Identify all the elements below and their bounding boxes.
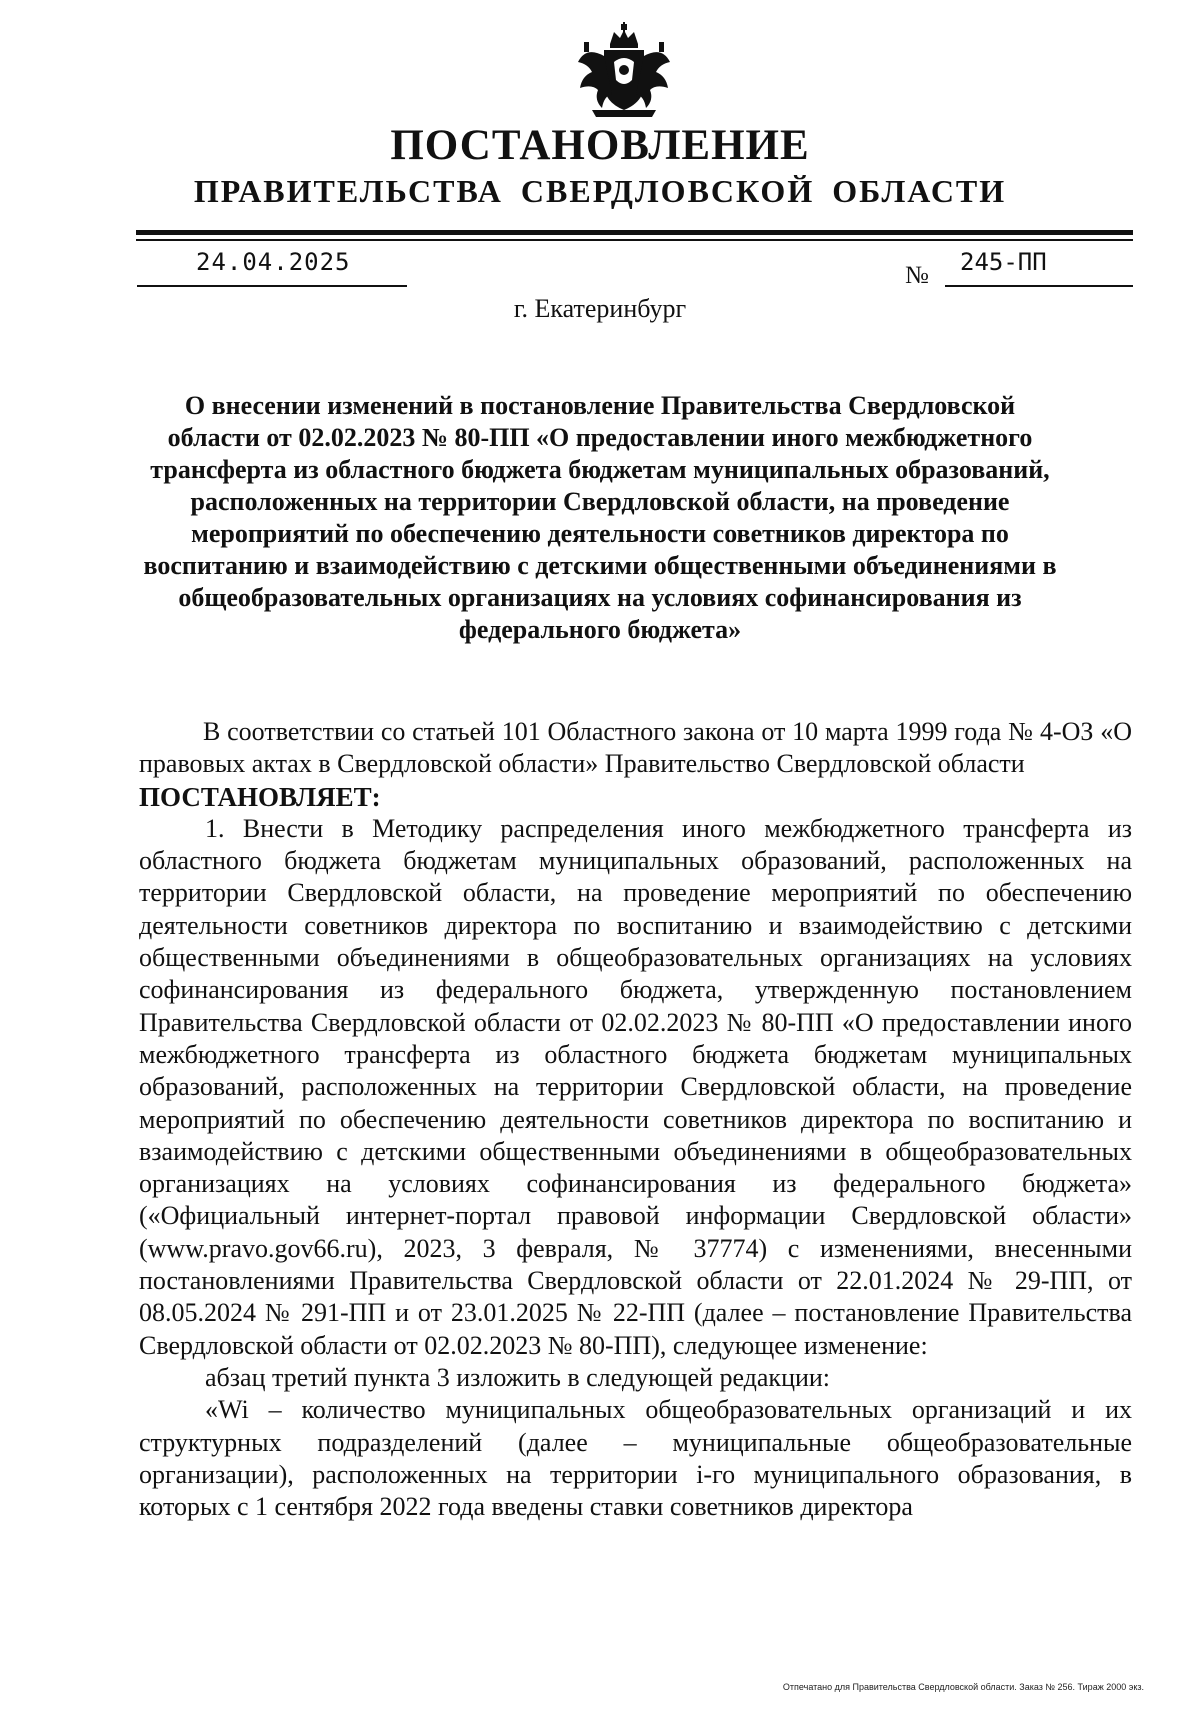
subitem-paragraph: абзац третий пункта 3 изложить в следующей редакции: — [205, 1362, 831, 1392]
number-sign: № — [905, 262, 929, 289]
document-number: 245-ПП — [960, 248, 1047, 276]
number-underline — [945, 285, 1133, 287]
print-footer: Отпечатано для Правительства Свердловской области. Заказ № 256. Тираж 2000 экз. — [782, 1682, 1144, 1692]
date-underline — [137, 285, 407, 287]
document-date: 24.04.2025 — [196, 248, 351, 276]
header-rule-thick — [136, 230, 1133, 235]
item-1-paragraph: 1. Внести в Методику распределения иного межбюджетного трансферта из областного бюджета бюджетам муниципальных образований, расположенных на территории Свердловской области, на проведение мероприятий по обеспечению деятельности советников директора по воспитанию и взаимодействию с детскими общественными объединениями в общеобразовательных организациях на условиях софинансирования из федерального бюджета, утвержденную постановлением Правительства Свердловской области от 02.02.2023 № 80-ПП «О предоставлении иного межбюджетного трансферта из областного бюджета бюджетам муниципальных образований, расположенных на территории Свердловской области, на проведение мероприятий по обеспечению деятельности советников директора по воспитанию и взаимодействию с детскими общественными объединениями в общеобразовательных организациях на условиях софинансирования из федерального бюджета» («Официальный интернет-портал правовой информации Свердловской области» (www.pravo.gov66.ru), 2023, 3 февраля, № 37774) с изменениями, внесенными постановлениями Правительства Свердловской области от 22.01.2024 № 29-ПП, от 08.05.2024 № 291-ПП и от 23.01.2025 № 22-ПП (далее – постановление Правительства Свердловской области от 02.02.2023 № 80-ПП), следующее изменение: — [139, 813, 1132, 1360]
issuing-authority-heading: ПРАВИТЕЛЬСТВА СВЕРДЛОВСКОЙ ОБЛАСТИ — [193, 173, 1007, 209]
preamble-paragraph: В соответствии со статьей 101 Областного закона от 10 марта 1999 года № 4-ОЗ «О правовых актах в Свердловской области» Правительство Свердловской области — [139, 717, 1132, 779]
header-rule-thin — [136, 239, 1133, 241]
document-body — [139, 716, 1132, 1523]
issue-city: г. Екатеринбург — [513, 294, 687, 323]
document-title: О внесении изменений в постановление Правительства Свердловской области от 02.02.2023 № 80-ПП «О предоставлении иного межбюджетного трансферта из областного бюджета бюджетам муниципальных образований, расположенных на территории Свердловской области, на проведение мероприятий по обеспечению деятельности советников директора по воспитанию и взаимодействию с детскими общественными объединениями в общеобразовательных организациях на условиях софинансирования из федерального бюджета» — [143, 391, 1057, 644]
document-type-heading: ПОСТАНОВЛЕНИЕ — [390, 122, 810, 169]
quote-paragraph: «Wi – количество муниципальных общеобразовательных организаций и их структурных подразделений (далее – муниципальные общеобразовательные организации), расположенных на территории i-го муниципального образования, в которых с 1 сентября 2022 года введены ставки советников директора — [139, 1395, 1132, 1522]
coat-of-arms-emblem — [574, 22, 674, 122]
resolves-heading: ПОСТАНОВЛЯЕТ: — [139, 781, 381, 812]
